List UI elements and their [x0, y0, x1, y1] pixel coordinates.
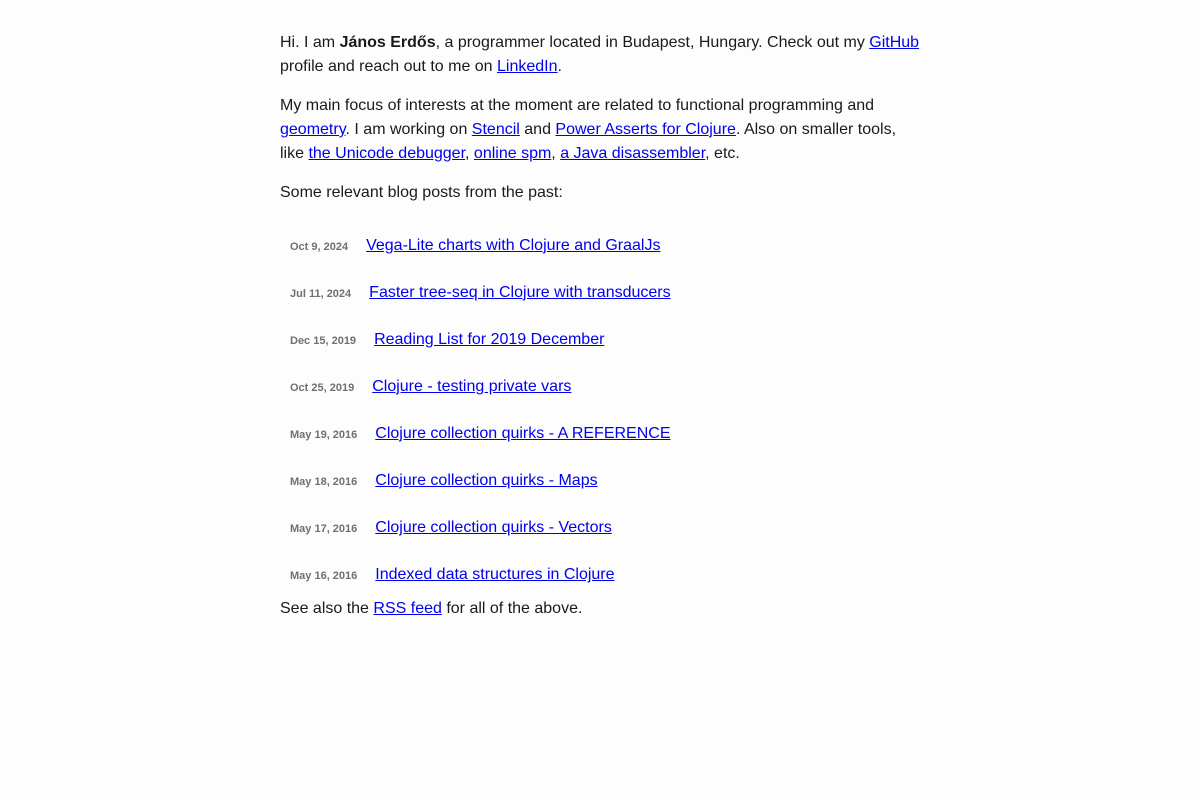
post-link[interactable]: Faster tree-seq in Clojure with transducers — [369, 283, 671, 301]
post-link[interactable]: Clojure - testing private vars — [372, 377, 572, 395]
interests-end: , etc. — [705, 145, 740, 162]
post-link[interactable]: Vega-Lite charts with Clojure and GraalJs — [366, 236, 661, 254]
geometry-link[interactable]: geometry — [280, 121, 346, 138]
post-date: Oct 25, 2019 — [290, 381, 355, 394]
post-date: May 18, 2016 — [290, 476, 358, 489]
post-date: Jul 11, 2024 — [290, 287, 352, 300]
interests-text-4: . Also on smaller tools, like — [280, 121, 897, 162]
author-name: János Erdős — [339, 34, 436, 51]
list-item — [280, 363, 920, 410]
rss-feed-link[interactable]: RSS feed — [373, 600, 442, 617]
blog-post-list — [280, 222, 920, 599]
post-link[interactable]: Indexed data structures in Clojure — [375, 566, 615, 584]
list-item — [280, 222, 920, 269]
interests-sep-1: , — [465, 145, 474, 162]
post-link[interactable]: Reading List for 2019 December — [374, 330, 605, 348]
main-content — [280, 31, 920, 597]
intro-greeting: Hi. I am — [280, 34, 340, 51]
unicode-debugger-link[interactable]: the Unicode debugger — [308, 145, 466, 162]
post-date: Oct 9, 2024 — [290, 240, 349, 253]
post-date: May 16, 2016 — [290, 570, 358, 583]
footer-paragraph — [280, 597, 920, 621]
post-link[interactable]: Clojure collection quirks - Vectors — [375, 519, 612, 537]
intro-paragraph — [280, 31, 920, 79]
interests-sep-2: , — [551, 145, 561, 162]
online-spm-link[interactable]: online spm — [473, 145, 552, 162]
power-asserts-link[interactable]: Power Asserts for Clojure — [555, 121, 736, 138]
list-item — [280, 316, 920, 363]
list-item — [280, 269, 920, 316]
list-item — [280, 552, 920, 599]
post-link[interactable]: Clojure collection quirks - Maps — [375, 472, 598, 490]
post-date: May 17, 2016 — [290, 523, 358, 536]
interests-paragraph — [280, 94, 920, 166]
footer-text-2: for all of the above. — [441, 600, 583, 617]
intro-text-2: profile and reach out to me on — [280, 58, 498, 75]
linkedin-link[interactable]: LinkedIn — [497, 58, 558, 75]
post-date: May 19, 2016 — [290, 428, 358, 441]
stencil-link[interactable]: Stencil — [471, 121, 520, 138]
intro-text: , a programmer located in Budapest, Hungary. Check out my — [435, 34, 870, 51]
interests-text-2: . I am working on — [345, 121, 472, 138]
list-item — [280, 457, 920, 504]
post-date: Dec 15, 2019 — [290, 334, 357, 347]
blog-intro: Some relevant blog posts from the past: — [280, 184, 563, 201]
post-link[interactable]: Clojure collection quirks - A REFERENCE — [375, 424, 671, 442]
list-item — [280, 410, 920, 457]
list-item — [280, 505, 920, 552]
java-disassembler-link[interactable]: a Java disassembler — [560, 145, 706, 162]
interests-text-3: and — [519, 121, 556, 138]
github-link[interactable]: GitHub — [869, 34, 920, 51]
intro-end: . — [557, 58, 562, 75]
interests-text-1: My main focus of interests at the moment are related to functional programming and — [280, 97, 875, 114]
footer-text-1: See also the — [280, 600, 374, 617]
